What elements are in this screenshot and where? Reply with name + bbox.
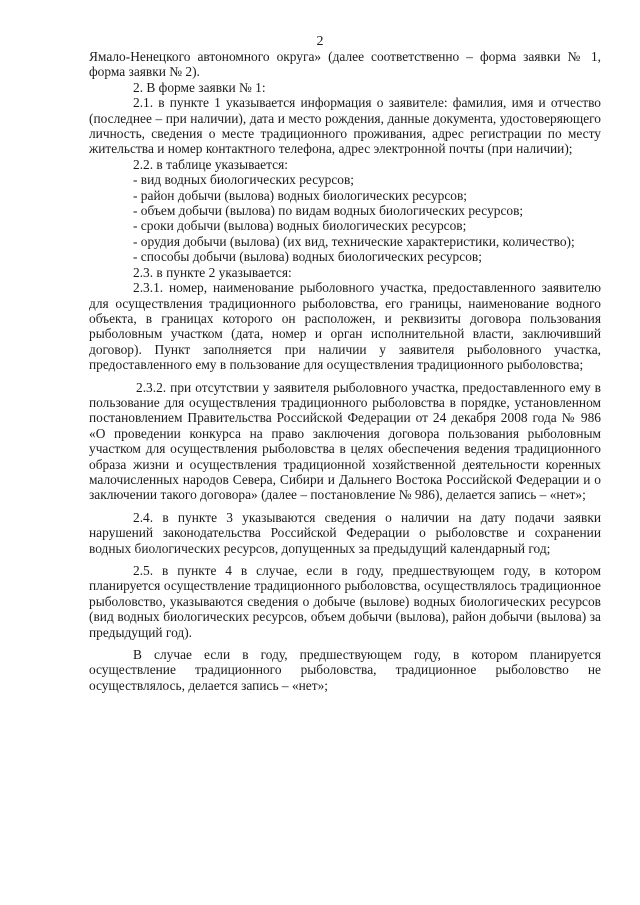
list-item-terms: - сроки добычи (вылова) водных биологических ресурсов; <box>133 218 467 234</box>
list-item-methods: - способы добычи (вылова) водных биологических ресурсов; <box>133 249 482 265</box>
paragraph-2-1: 2.1. в пункте 1 указывается информация о заявителе: фамилия, имя и отчество (последнее – при наличии), дата и место рождения, данные документа, удостоверяющего личность, сведения о месте традиционного проживания, адрес регистрации по месту жительства и номер контактного телефона, адрес электронной почты (при наличии); <box>89 95 601 157</box>
list-item-area: - район добычи (вылова) водных биологических ресурсов; <box>133 187 468 203</box>
paragraph-2-2: 2.2. в таблице указывается: <box>133 156 288 172</box>
paragraph-2-3: 2.3. в пункте 2 указывается: <box>133 264 292 280</box>
list-item-gear: - орудия добычи (вылова) (их вид, технические характеристики, количество); <box>133 233 575 249</box>
document-body <box>89 49 601 693</box>
page-number: 2 <box>316 34 324 49</box>
paragraph-2: 2. В форме заявки № 1: <box>133 79 266 95</box>
paragraph-2-4: 2.4. в пункте 3 указываются сведения о наличии на дату подачи заявки нарушений законодательства Российской Федерации о рыболовстве и сохранении водных биологических ресурсов, допущенных за предыдущий календарный год; <box>89 509 601 556</box>
list-item-species: - вид водных биологических ресурсов; <box>133 172 355 188</box>
paragraph-2-5: 2.5. в пункте 4 в случае, если в году, предшествующем году, в котором планируется осуществление традиционного рыболовства, осуществлялось традиционное рыболовство, указываются сведения о добыче (вылове) водных биологических ресурсов (вид водных биологических ресурсов, объем добычи (вылова), район добычи (вылова) за предыдущий год). <box>89 563 601 640</box>
paragraph-2-3-1: 2.3.1. номер, наименование рыболовного участка, предоставленного заявителю для осуществления традиционного рыболовства, его границы, наименование водного объекта, в границах которого он расположен, и реквизиты договора пользования рыболовным участком (дата, номер и орган исполнительной власти, заключивший договор). Пункт заполняется при наличии у заявителя рыболовного участка, предоставленного ему в пользование для осуществления традиционного рыболовства; <box>89 280 601 373</box>
paragraph-no-fishing: В случае если в году, предшествующем году, в котором планируется осуществление традиционного рыболовства, традиционное рыболовство не осуществлялось, делается запись – «нет»; <box>89 647 601 693</box>
paragraph-form-names: Ямало-Ненецкого автономного округа» (далее соответственно – форма заявки № 1, форма заявки № 2). <box>89 49 601 80</box>
paragraph-2-3-2: 2.3.2. при отсутствии у заявителя рыболовного участка, предоставленного ему в пользование для осуществления традиционного рыболовства в порядке, установленном постановлением Правительства Российской Федерации от 24 декабря 2008 года № 986 «О проведении конкурса на право заключения договора пользования рыболовным участком для осуществления рыболовства в целях обеспечения ведения традиционного образа жизни и осуществления традиционной хозяйственной деятельности коренных малочисленных народов Севера, Сибири и Дальнего Востока Российской Федерации и о заключении такого договора» (далее – постановление № 986), делается запись – «нет»; <box>89 379 601 503</box>
list-item-volume: - объем добычи (вылова) по видам водных биологических ресурсов; <box>133 203 524 219</box>
